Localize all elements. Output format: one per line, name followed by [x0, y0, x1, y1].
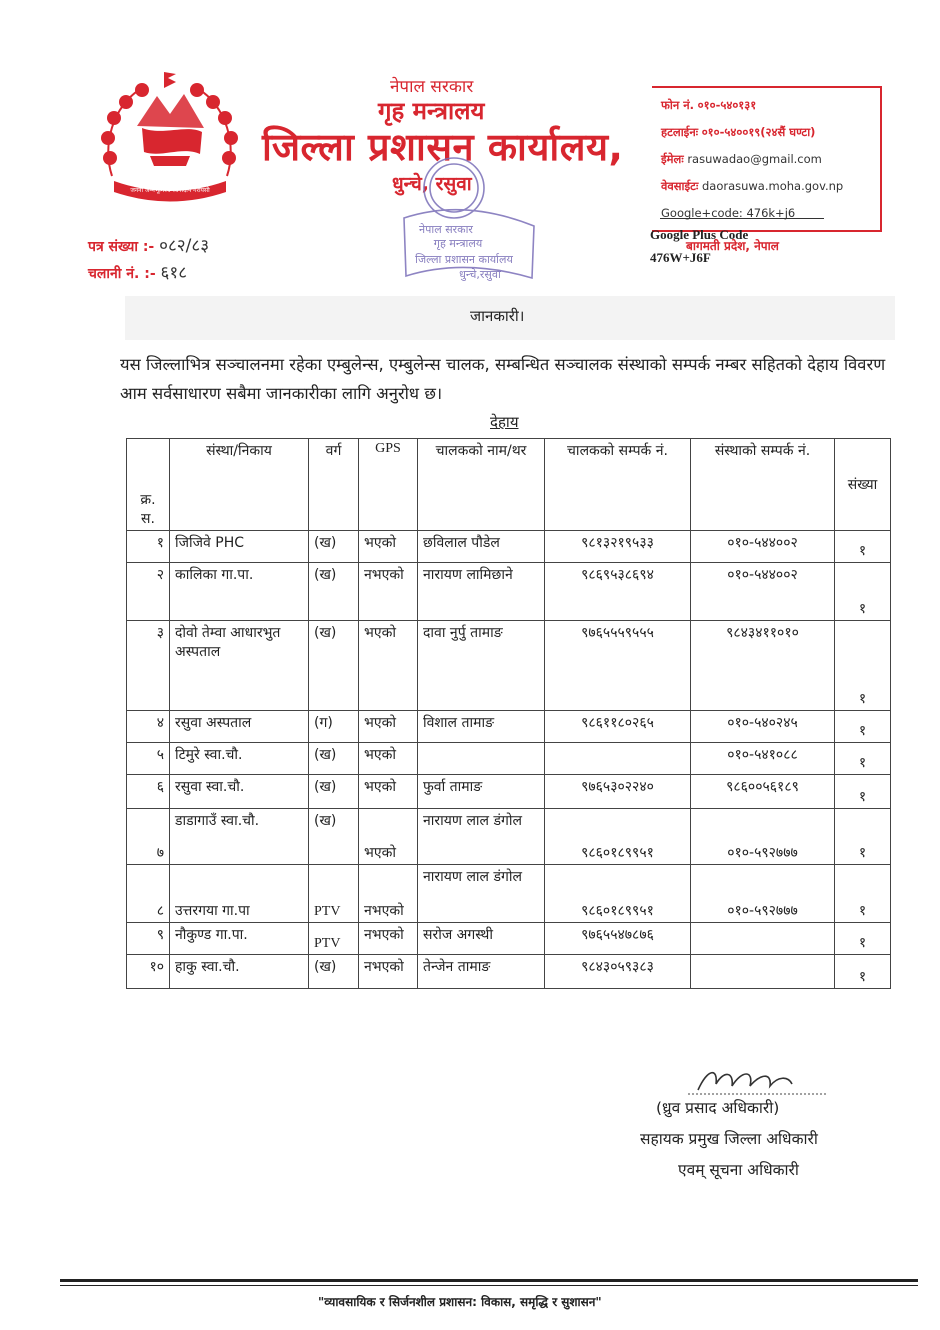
cell-gps: भएको	[359, 621, 418, 711]
cell-sn: ९	[127, 923, 170, 955]
signatory-title2: एवम् सूचना अधिकारी	[678, 1161, 799, 1179]
cell-driver: छविलाल पौडेल	[418, 531, 545, 563]
google-plus-code-label: Google Plus Code	[650, 227, 749, 242]
phone-value: ०१०-५४०१३१	[697, 98, 757, 112]
cell-org-contact: ९८६००५६१८९	[691, 775, 835, 809]
header-org: संस्था/निकाय	[170, 439, 309, 531]
header-driver-contact: चालकको सम्पर्क नं.	[545, 439, 691, 531]
office-location: धुन्चे, रसुवा	[392, 173, 472, 195]
stamp-line1: नेपाल सरकार	[419, 223, 473, 236]
signatory-name: (ध्रुव प्रसाद अधिकारी)	[656, 1099, 780, 1117]
dispatch-number-label: चलानी नं. :-	[88, 266, 156, 282]
cell-driver-contact: ९७६५५४७८७६	[545, 923, 691, 955]
cell-class: (ख)	[309, 955, 359, 989]
contact-info-box	[652, 86, 882, 232]
cell-org-contact	[691, 923, 835, 955]
footer-divider	[60, 1279, 918, 1282]
cell-class: (ख)	[309, 563, 359, 621]
header-class: वर्ग	[309, 439, 359, 531]
cell-sn: ५	[127, 743, 170, 775]
cell-org: कालिका गा.पा.	[170, 563, 309, 621]
cell-org: डाडागाउँ स्वा.चौ.	[170, 809, 309, 865]
signatory-title: सहायक प्रमुख जिल्ला अधिकारी	[640, 1130, 818, 1148]
cell-org: दोवो तेम्वा आधारभुत अस्पताल	[170, 621, 309, 711]
cell-org-contact: ०१०-५४०२४५	[691, 711, 835, 743]
notice-body: यस जिल्लाभित्र सञ्चालनमा रहेका एम्बुलेन्स, एम्बुलेन्स चालक, सम्बन्धित सञ्चालक संस्थाको सम्पर्क नम्बर सहितको देहाय विवरण आम सर्वसाधारण सबैमा जानकारीका लागि अनुरोध छ।	[120, 355, 886, 403]
cell-org-contact: ०१०-५४४००२	[691, 531, 835, 563]
cell-sn: ६	[127, 775, 170, 809]
cell-sn: १०	[127, 955, 170, 989]
cell-sn: ८	[127, 865, 170, 923]
cell-class: (ख)	[309, 775, 359, 809]
cell-gps: नभएको	[359, 865, 418, 923]
cell-class: (ख)	[309, 809, 359, 865]
cell-count: १	[835, 775, 891, 809]
hotline-row	[661, 125, 815, 140]
cell-driver: दावा नुर्पु तामाङ	[418, 621, 545, 711]
cell-org-contact: ०१०-५९२७७७	[691, 865, 835, 923]
header-count: संख्या	[835, 439, 891, 531]
cell-driver: सरोज अगस्थी	[418, 923, 545, 955]
cell-count: १	[835, 923, 891, 955]
letter-number-label: पत्र संख्या :-	[88, 239, 155, 255]
hotline-value: ०१०-५४००१९(२४सैं घण्टा)	[701, 125, 816, 139]
cell-org-contact: ९८४३४११०१०	[691, 621, 835, 711]
cell-org: जिजिवे PHC	[170, 531, 309, 563]
office-name: जिल्ला प्रशासन कार्यालय,	[262, 125, 624, 169]
table-row	[127, 531, 891, 563]
emblem-motto: जननी जन्मभूमिश्च स्वर्गादपि गरीयसी	[130, 187, 210, 194]
cell-count: १	[835, 865, 891, 923]
table-row	[127, 775, 891, 809]
cell-driver: फुर्वा तामाङ	[418, 775, 545, 809]
cell-count: १	[835, 711, 891, 743]
cell-org-contact: ०१०-५९२७७७	[691, 809, 835, 865]
website-link[interactable]: daorasuwa.moha.gov.np	[701, 179, 844, 193]
cell-gps: भएको	[359, 775, 418, 809]
cell-sn: १	[127, 531, 170, 563]
cell-org: उत्तरगया गा.पा	[170, 865, 309, 923]
cell-gps: भएको	[359, 711, 418, 743]
cell-count: १	[835, 809, 891, 865]
cell-gps: नभएको	[359, 923, 418, 955]
cell-class: (ग)	[309, 711, 359, 743]
ambulance-table	[126, 438, 891, 989]
table-row	[127, 743, 891, 775]
cell-org-contact	[691, 955, 835, 989]
province-label: बागमती प्रदेश, नेपाल	[686, 239, 779, 253]
cell-driver-contact: ९७६५५५९५५५	[545, 621, 691, 711]
dispatch-number	[88, 260, 187, 283]
cell-driver: तेन्जेन तामाङ	[418, 955, 545, 989]
gcode-value: Google+code: 476k+j6	[661, 206, 796, 220]
table-row	[127, 809, 891, 865]
office-stamp	[384, 148, 544, 283]
notice-title: जानकारी।	[470, 307, 525, 325]
cell-driver-contact: ९८६११८०२६५	[545, 711, 691, 743]
cell-org: रसुवा अस्पताल	[170, 711, 309, 743]
cell-gps: भएको	[359, 809, 418, 865]
stamp-line2: गृह मन्त्रालय	[433, 237, 483, 250]
cell-gps: नभएको	[359, 955, 418, 989]
dispatch-number-value: ६१८	[160, 263, 188, 283]
stamp-line4: धुन्चे,रसुवा	[459, 268, 501, 281]
table-row	[127, 563, 891, 621]
cell-class: (ख)	[309, 621, 359, 711]
cell-driver-contact: ९७६५३०२२४०	[545, 775, 691, 809]
cell-org: हाकु स्वा.चौ.	[170, 955, 309, 989]
header-gps: GPS	[359, 439, 418, 531]
footer-divider-thin	[60, 1285, 918, 1286]
cell-sn: २	[127, 563, 170, 621]
government-name: नेपाल सरकार	[390, 77, 474, 97]
cell-sn: ७	[127, 809, 170, 865]
cell-driver: विशाल तामाङ	[418, 711, 545, 743]
stamp-line3: जिल्ला प्रशासन कार्यालय	[415, 253, 513, 266]
cell-count: १	[835, 621, 891, 711]
letter-number	[88, 233, 209, 256]
annex-label: देहाय	[490, 413, 519, 431]
header-org-contact: संस्थाको सम्पर्क नं.	[691, 439, 835, 531]
cell-sn: ४	[127, 711, 170, 743]
cell-driver-contact: ९८१३२१९५३३	[545, 531, 691, 563]
footer-slogan: "व्यावसायिक र सिर्जनशील प्रशासन: विकास, समृद्धि र सुशासन"	[318, 1295, 602, 1309]
cell-count: १	[835, 531, 891, 563]
cell-class: PTV	[309, 923, 359, 955]
cell-gps: भएको	[359, 743, 418, 775]
google-plus-code: 476W+J6F	[650, 250, 711, 265]
cell-org: टिमुरे स्वा.चौ.	[170, 743, 309, 775]
cell-org-contact: ०१०-५४१०८८	[691, 743, 835, 775]
cell-class: (ख)	[309, 743, 359, 775]
cell-driver-contact	[545, 743, 691, 775]
letter-number-value: ०८२/८३	[159, 236, 210, 256]
email-row	[661, 152, 822, 167]
divider	[660, 218, 824, 219]
cell-driver: नारायण लाल डंगोल	[418, 809, 545, 865]
header-sn: क्र. स.	[127, 439, 170, 531]
cell-driver-contact: ९८४३०५९३८३	[545, 955, 691, 989]
cell-driver-contact: ९८६०१८९९५१	[545, 865, 691, 923]
header-driver: चालकको नाम/थर	[418, 439, 545, 531]
website-label: वेवसाईटः	[661, 179, 699, 193]
nepal-emblem-logo	[92, 66, 247, 206]
table-row	[127, 923, 891, 955]
cell-gps: भएको	[359, 531, 418, 563]
phone-row	[661, 98, 756, 113]
cell-count: १	[835, 743, 891, 775]
hotline-label: हटलाईनः	[661, 125, 699, 139]
ministry-name: गृह मन्त्रालय	[378, 97, 485, 125]
cell-driver	[418, 743, 545, 775]
cell-org-contact: ०१०-५४४००२	[691, 563, 835, 621]
website-row	[661, 179, 843, 194]
cell-org: नौकुण्ड गा.पा.	[170, 923, 309, 955]
table-row	[127, 621, 891, 711]
table-row	[127, 711, 891, 743]
cell-class: (ख)	[309, 531, 359, 563]
signature	[688, 1062, 828, 1098]
table-row	[127, 865, 891, 923]
cell-count: १	[835, 563, 891, 621]
email-label: ईमेलः	[661, 152, 684, 166]
cell-driver-contact: ९८६०१८९९५१	[545, 809, 691, 865]
cell-sn: ३	[127, 621, 170, 711]
cell-driver: नारायण लाल डंगोल	[418, 865, 545, 923]
cell-driver-contact: ९८६९५३८६९४	[545, 563, 691, 621]
cell-gps: नभएको	[359, 563, 418, 621]
phone-label: फोन नं.	[661, 98, 694, 112]
email-link[interactable]: rasuwadao@gmail.com	[687, 152, 822, 166]
table-header-row	[127, 439, 891, 531]
cell-count: १	[835, 955, 891, 989]
table-row	[127, 955, 891, 989]
cell-org: रसुवा स्वा.चौ.	[170, 775, 309, 809]
cell-class: PTV	[309, 865, 359, 923]
cell-driver: नारायण लामिछाने	[418, 563, 545, 621]
